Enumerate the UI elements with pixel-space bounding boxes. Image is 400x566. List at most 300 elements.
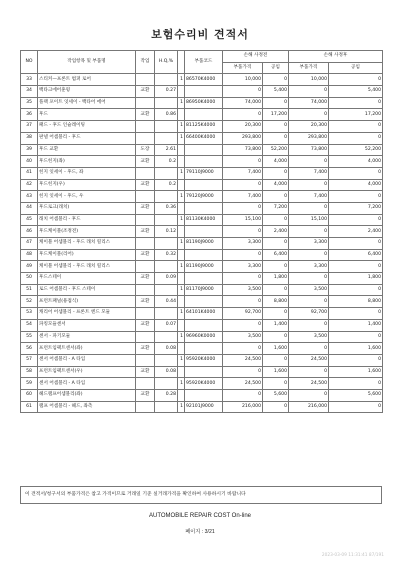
- row-part-price-after: 0: [289, 156, 329, 168]
- header-after-assessment: 손해 사정후: [289, 51, 383, 63]
- row-labor-after: 5,400: [329, 86, 383, 98]
- row-item: 후드스테이: [38, 273, 136, 285]
- row-hours: [155, 401, 178, 413]
- row-part-price-after: 74,000: [289, 97, 329, 109]
- row-part-price-before: 7,400: [223, 167, 263, 179]
- row-hours: [155, 97, 178, 109]
- row-part-code: [185, 226, 223, 238]
- row-part-code: [185, 144, 223, 156]
- row-labor-after: 0: [329, 97, 383, 109]
- row-work: 교환: [136, 389, 155, 401]
- row-hours: 0.12: [155, 226, 178, 238]
- header-qty: [178, 51, 185, 74]
- row-labor-before: 0: [263, 214, 289, 226]
- row-part-price-before: 3,300: [223, 238, 263, 250]
- row-part-price-before: 10,000: [223, 74, 263, 86]
- row-work: [136, 167, 155, 179]
- row-part-price-after: 7,400: [289, 167, 329, 179]
- row-work: 교환: [136, 86, 155, 98]
- row-part-code: [185, 343, 223, 355]
- row-work: [136, 121, 155, 133]
- print-timestamp: 2023-03-09 11:31:41 87/191: [321, 553, 384, 558]
- row-no: 42: [21, 179, 38, 191]
- row-labor-before: 1,600: [263, 366, 289, 378]
- row-part-price-before: 92,700: [223, 308, 263, 320]
- row-no: 55: [21, 331, 38, 343]
- row-work: 도장: [136, 144, 155, 156]
- row-part-price-before: 0: [223, 366, 263, 378]
- row-labor-after: 52,200: [329, 144, 383, 156]
- row-part-price-after: 73,800: [289, 144, 329, 156]
- row-part-price-before: 15,100: [223, 214, 263, 226]
- row-no: 41: [21, 167, 38, 179]
- row-part-price-before: 0: [223, 202, 263, 214]
- row-part-price-after: 293,800: [289, 132, 329, 144]
- table-row: [21, 296, 383, 308]
- table-row: [21, 238, 383, 250]
- row-part-code: 79110J9000: [185, 167, 223, 179]
- table-row: [21, 191, 383, 203]
- row-labor-after: 1,600: [329, 366, 383, 378]
- header-before-assessment: 손해 사정전: [223, 51, 289, 63]
- row-hours: [155, 284, 178, 296]
- row-work: 교환: [136, 179, 155, 191]
- row-work: [136, 354, 155, 366]
- row-no: 36: [21, 109, 38, 121]
- row-part-price-before: 0: [223, 319, 263, 331]
- row-labor-after: 7,200: [329, 202, 383, 214]
- row-qty: 1: [178, 132, 185, 144]
- row-work: 교환: [136, 296, 155, 308]
- row-item: 후드 교환: [38, 144, 136, 156]
- row-no: 56: [21, 343, 38, 355]
- row-part-code: 79120J9000: [185, 191, 223, 203]
- row-labor-after: 1,600: [329, 343, 383, 355]
- row-hours: 0.2: [155, 179, 178, 191]
- row-part-price-before: 0: [223, 226, 263, 238]
- row-labor-after: 0: [329, 354, 383, 366]
- row-hours: 0.09: [155, 273, 178, 285]
- row-work: [136, 74, 155, 86]
- row-qty: [178, 389, 185, 401]
- row-hours: [155, 331, 178, 343]
- table-row: [21, 214, 383, 226]
- row-labor-before: 8,800: [263, 296, 289, 308]
- row-labor-before: 1,800: [263, 273, 289, 285]
- row-work: 교환: [136, 249, 155, 261]
- row-labor-after: 0: [329, 401, 383, 413]
- row-labor-before: 1,400: [263, 319, 289, 331]
- row-hours: [155, 378, 178, 390]
- table-row: [21, 144, 383, 156]
- row-item: 램프 어셈블리 - 헤드, 좌측: [38, 401, 136, 413]
- row-no: 49: [21, 261, 38, 273]
- row-hours: 0.27: [155, 86, 178, 98]
- table-row: [21, 378, 383, 390]
- row-no: 37: [21, 121, 38, 133]
- row-part-code: 92101J9000: [185, 401, 223, 413]
- row-no: 44: [21, 202, 38, 214]
- row-no: 50: [21, 273, 38, 285]
- row-part-price-after: 0: [289, 296, 329, 308]
- row-work: 교환: [136, 273, 155, 285]
- row-work: 교환: [136, 366, 155, 378]
- row-qty: [178, 86, 185, 98]
- row-labor-after: 0: [329, 261, 383, 273]
- row-part-code: [185, 366, 223, 378]
- row-part-price-after: 0: [289, 389, 329, 401]
- row-qty: 1: [178, 401, 185, 413]
- row-work: [136, 97, 155, 109]
- row-part-price-after: 15,100: [289, 214, 329, 226]
- table-row: [21, 308, 383, 320]
- table-row: [21, 261, 383, 273]
- row-item: 패드 - 후드 인슐레이팅: [38, 121, 136, 133]
- row-part-code: 81190J9000: [185, 238, 223, 250]
- row-part-price-before: 74,000: [223, 97, 263, 109]
- disclaimer-note: 이 견적서/청구서의 부품가격은 참고 가격이므로 거래일 기준 실거래가격을 확인하여 사용하시기 바랍니다: [20, 486, 382, 504]
- row-work: 교환: [136, 343, 155, 355]
- row-item: 센서 어셈블리 - A 타입: [38, 378, 136, 390]
- row-part-price-after: 24,500: [289, 354, 329, 366]
- row-labor-after: 2,400: [329, 226, 383, 238]
- table-row: [21, 121, 383, 133]
- row-item: 캐리어 어셈블리 - 프론트 엔드 모듈: [38, 308, 136, 320]
- row-no: 46: [21, 226, 38, 238]
- row-part-code: 81170J9000: [185, 284, 223, 296]
- row-item: 프런트임팩트센서(좌): [38, 343, 136, 355]
- row-part-price-before: 24,500: [223, 354, 263, 366]
- row-no: 35: [21, 97, 38, 109]
- row-part-price-after: 20,300: [289, 121, 329, 133]
- row-no: 57: [21, 354, 38, 366]
- row-labor-after: 8,800: [329, 296, 383, 308]
- row-qty: 1: [178, 354, 185, 366]
- row-qty: [178, 156, 185, 168]
- row-qty: [178, 179, 185, 191]
- row-item: 후드로크(래치): [38, 202, 136, 214]
- row-no: 58: [21, 366, 38, 378]
- row-part-price-after: 3,500: [289, 284, 329, 296]
- row-no: 53: [21, 308, 38, 320]
- row-part-code: [185, 273, 223, 285]
- row-qty: 1: [178, 167, 185, 179]
- row-qty: 1: [178, 284, 185, 296]
- row-labor-before: 1,600: [263, 343, 289, 355]
- row-no: 48: [21, 249, 38, 261]
- row-qty: [178, 319, 185, 331]
- row-qty: [178, 202, 185, 214]
- row-part-price-after: 92,700: [289, 308, 329, 320]
- row-no: 40: [21, 156, 38, 168]
- row-part-price-before: 3,500: [223, 284, 263, 296]
- row-work: 교환: [136, 109, 155, 121]
- row-item: 로드 어셈블리 - 후드 스테이: [38, 284, 136, 296]
- row-hours: 0.44: [155, 296, 178, 308]
- row-item: 파킹모듈센서: [38, 319, 136, 331]
- row-item: 후드케이블(조정전): [38, 226, 136, 238]
- row-hours: [155, 132, 178, 144]
- footer-title: AUTOMOBILE REPAIR COST On-line: [148, 513, 252, 519]
- row-part-price-before: 0: [223, 86, 263, 98]
- row-no: 47: [21, 238, 38, 250]
- row-part-price-after: 0: [289, 366, 329, 378]
- header-labor-after: 공임: [329, 62, 383, 74]
- table-row: [21, 389, 383, 401]
- row-hours: 0.36: [155, 202, 178, 214]
- row-hours: [155, 167, 178, 179]
- row-part-price-after: 0: [289, 319, 329, 331]
- table-row: [21, 202, 383, 214]
- row-hours: [155, 121, 178, 133]
- row-part-price-before: 0: [223, 109, 263, 121]
- row-part-price-before: 0: [223, 343, 263, 355]
- row-item: 프런트임팩트센서(우): [38, 366, 136, 378]
- row-hours: 0.08: [155, 366, 178, 378]
- row-labor-after: 0: [329, 191, 383, 203]
- row-part-price-before: 0: [223, 296, 263, 308]
- row-qty: 1: [178, 191, 185, 203]
- row-work: [136, 331, 155, 343]
- document-title: 보험수리비 견적서: [151, 28, 249, 41]
- row-qty: [178, 273, 185, 285]
- row-item: 센서 어셈블리 - A 타입: [38, 354, 136, 366]
- row-no: 60: [21, 389, 38, 401]
- row-no: 43: [21, 191, 38, 203]
- row-labor-after: 4,000: [329, 179, 383, 191]
- row-labor-before: 4,000: [263, 156, 289, 168]
- row-hours: 2.61: [155, 144, 178, 156]
- row-part-price-before: 24,500: [223, 378, 263, 390]
- row-labor-before: 0: [263, 354, 289, 366]
- row-labor-after: 0: [329, 238, 383, 250]
- row-labor-before: 52,200: [263, 144, 289, 156]
- row-part-code: 81125K4000: [185, 121, 223, 133]
- row-item: 센서 - 파기모듈: [38, 331, 136, 343]
- row-work: 교환: [136, 226, 155, 238]
- table-row: [21, 331, 383, 343]
- row-qty: 1: [178, 238, 185, 250]
- page-number: 페이지 : 3/21: [185, 529, 215, 535]
- row-work: [136, 132, 155, 144]
- row-labor-after: 0: [329, 284, 383, 296]
- row-labor-before: 6,400: [263, 249, 289, 261]
- table-row: [21, 401, 383, 413]
- row-labor-before: 0: [263, 74, 289, 86]
- row-item: 후드힌지(좌): [38, 156, 136, 168]
- row-no: 34: [21, 86, 38, 98]
- row-part-price-before: 7,400: [223, 191, 263, 203]
- table-row: [21, 167, 383, 179]
- row-part-price-after: 0: [289, 273, 329, 285]
- row-part-code: [185, 109, 223, 121]
- row-labor-before: 0: [263, 132, 289, 144]
- row-part-price-after: 10,000: [289, 74, 329, 86]
- table-row: [21, 74, 383, 86]
- row-labor-before: 0: [263, 331, 289, 343]
- row-part-code: 95920K4000: [185, 354, 223, 366]
- table-row: [21, 319, 383, 331]
- row-labor-after: 0: [329, 308, 383, 320]
- row-item: 후드: [38, 109, 136, 121]
- row-hours: 0.32: [155, 249, 178, 261]
- row-hours: [155, 354, 178, 366]
- table-row: [21, 284, 383, 296]
- header-labor-before: 공임: [263, 62, 289, 74]
- row-hours: [155, 261, 178, 273]
- row-labor-after: 0: [329, 74, 383, 86]
- row-no: 33: [21, 74, 38, 86]
- row-part-code: 66400K4000: [185, 132, 223, 144]
- row-hours: 0.28: [155, 389, 178, 401]
- table-body: [21, 74, 383, 413]
- estimate-table: [20, 50, 383, 413]
- header-work: 작업: [136, 51, 155, 74]
- row-part-price-before: 0: [223, 273, 263, 285]
- row-labor-after: 5,600: [329, 389, 383, 401]
- row-part-code: [185, 156, 223, 168]
- row-work: [136, 214, 155, 226]
- row-item: 후드케이블(리어): [38, 249, 136, 261]
- row-part-price-after: 0: [289, 86, 329, 98]
- row-labor-before: 0: [263, 401, 289, 413]
- row-qty: [178, 343, 185, 355]
- row-no: 38: [21, 132, 38, 144]
- row-hours: [155, 214, 178, 226]
- row-item: 후드힌지(우): [38, 179, 136, 191]
- row-qty: 1: [178, 121, 185, 133]
- row-item: 케이블 어셈블리 - 후드 래치 릴리스: [38, 261, 136, 273]
- row-part-price-before: 216,000: [223, 401, 263, 413]
- row-labor-after: 0: [329, 132, 383, 144]
- row-part-code: [185, 389, 223, 401]
- row-part-price-after: 216,000: [289, 401, 329, 413]
- row-qty: 1: [178, 214, 185, 226]
- row-qty: 1: [178, 97, 185, 109]
- table-row: [21, 179, 383, 191]
- row-hours: [155, 308, 178, 320]
- header-part-price-after: 부품가격: [289, 62, 329, 74]
- row-labor-before: 0: [263, 238, 289, 250]
- row-part-code: 64101K4000: [185, 308, 223, 320]
- row-part-code: [185, 319, 223, 331]
- row-qty: [178, 226, 185, 238]
- row-item: 백타크에어훈윙: [38, 86, 136, 98]
- table-row: [21, 97, 383, 109]
- row-qty: 1: [178, 331, 185, 343]
- row-part-price-before: 3,300: [223, 261, 263, 273]
- row-qty: [178, 144, 185, 156]
- row-part-price-after: 0: [289, 226, 329, 238]
- row-qty: [178, 366, 185, 378]
- table-row: [21, 226, 383, 238]
- row-labor-before: 2,400: [263, 226, 289, 238]
- row-part-code: 86950K4000: [185, 97, 223, 109]
- row-labor-before: 0: [263, 261, 289, 273]
- table-row: [21, 249, 383, 261]
- row-item: 판넬 어셈블리 - 후드: [38, 132, 136, 144]
- header-part-code: 부품코드: [185, 51, 223, 74]
- row-part-price-after: 7,400: [289, 191, 329, 203]
- row-part-price-before: 0: [223, 389, 263, 401]
- row-work: [136, 238, 155, 250]
- header-part-price-before: 부품가격: [223, 62, 263, 74]
- row-item: 플랙 포이트 잇세이 - 백타어 에어: [38, 97, 136, 109]
- row-part-code: [185, 202, 223, 214]
- row-labor-after: 0: [329, 331, 383, 343]
- row-labor-after: 6,400: [329, 249, 383, 261]
- row-part-price-after: 0: [289, 249, 329, 261]
- row-item: 힌지 잇세이 - 후드, 우: [38, 191, 136, 203]
- table-row: [21, 109, 383, 121]
- row-no: 51: [21, 284, 38, 296]
- row-part-price-before: 20,300: [223, 121, 263, 133]
- header-item: 작업항목 및 부품명: [38, 51, 136, 74]
- row-part-price-after: 0: [289, 202, 329, 214]
- row-hours: [155, 238, 178, 250]
- row-no: 54: [21, 319, 38, 331]
- row-no: 39: [21, 144, 38, 156]
- row-item: 프런트패널(용접식): [38, 296, 136, 308]
- row-part-price-after: 0: [289, 179, 329, 191]
- header-hours: H.Q,%: [155, 51, 178, 74]
- header-no: NO: [21, 51, 38, 74]
- row-labor-before: 0: [263, 191, 289, 203]
- table-row: [21, 366, 383, 378]
- row-labor-after: 0: [329, 378, 383, 390]
- table-row: [21, 354, 383, 366]
- row-part-price-after: 0: [289, 109, 329, 121]
- row-hours: [155, 191, 178, 203]
- table-row: [21, 86, 383, 98]
- row-labor-after: 0: [329, 121, 383, 133]
- row-hours: 0.08: [155, 343, 178, 355]
- row-work: [136, 401, 155, 413]
- row-no: 45: [21, 214, 38, 226]
- row-hours: 0.2: [155, 156, 178, 168]
- row-work: [136, 191, 155, 203]
- row-labor-before: 5,400: [263, 86, 289, 98]
- row-item: 스티커—프론트 범퍼 로어: [38, 74, 136, 86]
- row-hours: [155, 74, 178, 86]
- row-item: 헤드램프어셈블리(좌): [38, 389, 136, 401]
- table-row: [21, 273, 383, 285]
- row-labor-before: 7,200: [263, 202, 289, 214]
- row-part-code: [185, 296, 223, 308]
- row-part-price-after: 3,500: [289, 331, 329, 343]
- row-item: 힌지 잇세이 - 후드, 좌: [38, 167, 136, 179]
- row-qty: [178, 109, 185, 121]
- row-labor-after: 1,400: [329, 319, 383, 331]
- row-part-code: [185, 249, 223, 261]
- row-labor-before: 0: [263, 167, 289, 179]
- row-part-price-after: 24,500: [289, 378, 329, 390]
- row-labor-before: 0: [263, 97, 289, 109]
- row-part-code: [185, 179, 223, 191]
- row-part-price-before: 73,800: [223, 144, 263, 156]
- row-work: [136, 261, 155, 273]
- row-part-code: 81130K4000: [185, 214, 223, 226]
- row-qty: 1: [178, 378, 185, 390]
- row-part-price-before: 3,500: [223, 331, 263, 343]
- row-part-price-after: 0: [289, 343, 329, 355]
- row-item: 케이블 어셈블리 - 후드 래치 릴리스: [38, 238, 136, 250]
- row-no: 61: [21, 401, 38, 413]
- row-work: [136, 308, 155, 320]
- row-part-price-after: 3,300: [289, 261, 329, 273]
- row-part-code: 86570K4000: [185, 74, 223, 86]
- table-header: [21, 51, 383, 74]
